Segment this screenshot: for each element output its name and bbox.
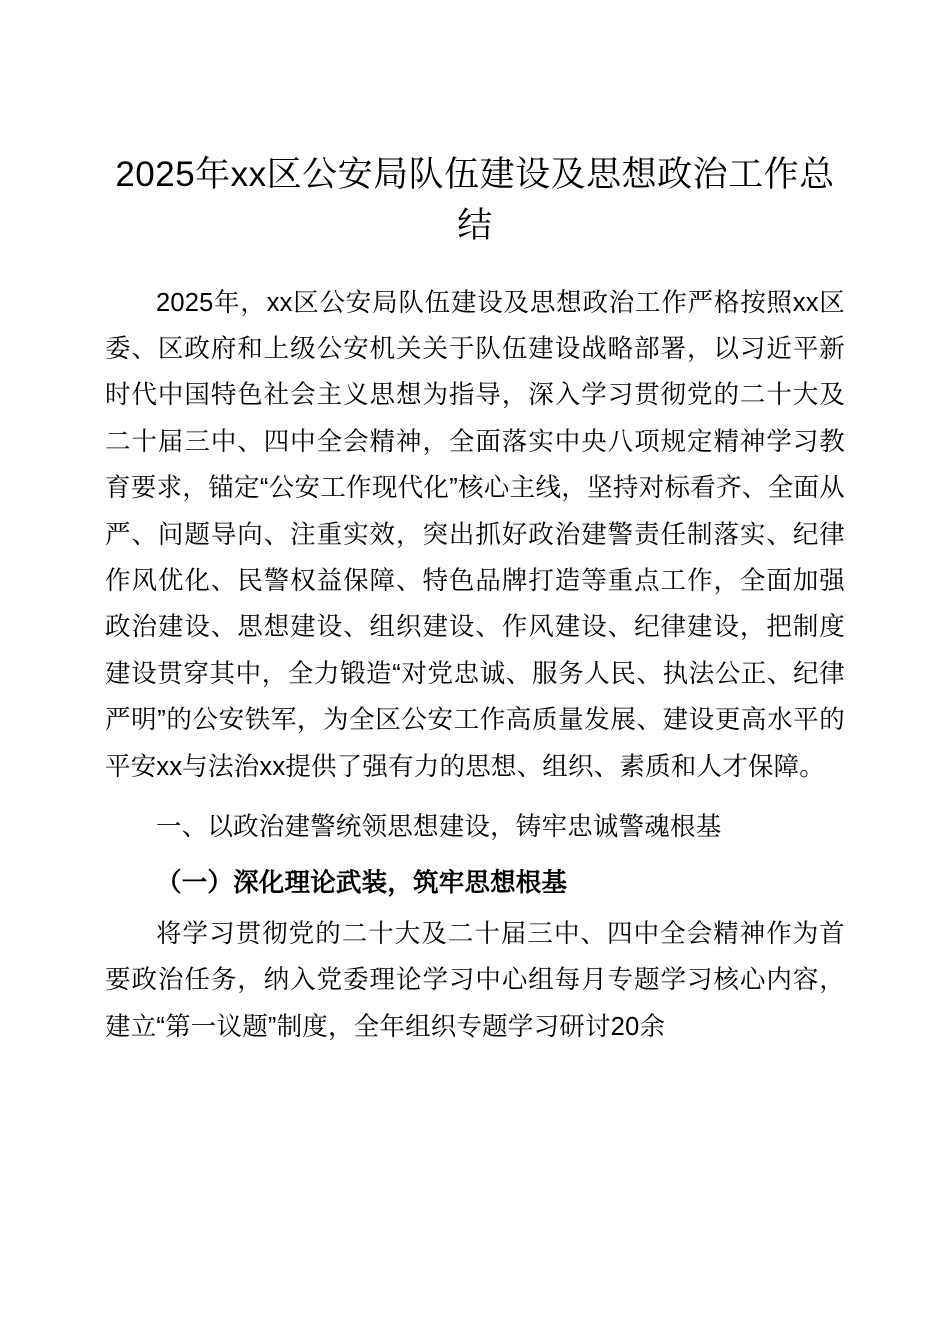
subsection-paragraph: 将学习贯彻党的二十大及二十届三中、四中全会精神作为首要政治任务，纳入党委理论学习中心组每月专题学习核心内容，建立“第一议题”制度，全年组织专题学习研讨20余 bbox=[105, 919, 845, 1041]
section-heading: 一、以政治建警统领思想建设，铸牢忠诚警魂根基 bbox=[156, 812, 722, 841]
intro-paragraph: 2025年，xx区公安局队伍建设及思想政治工作严格按照xx区委、区政府和上级公安机关关于队伍建设战略部署，以习近平新时代中国特色社会主义思想为指导，深入学习贯彻党的二十大及二十届三中、四中全会精神，全面落实中央八项规定精神学习教育要求，锚定“公安工作现代化”核心主线，坚持对标看齐、全面从严、问题导向、注重实效，突出抓好政治建警责任制落实、纪律作风优化、民警权益保障、特色品牌打造等重点工作，全面加强政治建设、思想建设、组织建设、作风建设、纪律建设，把制度建设贯穿其中，全力锻造“对党忠诚、服务人民、执法公正、纪律严明”的公安铁军，为全区公安工作高质量发展、建设更高水平的平安xx与法治xx提供了强有力的思想、组织、素质和人才保障。 bbox=[105, 288, 845, 781]
page-title: 2025年xx区公安局队伍建设及思想政治工作总结 bbox=[115, 155, 835, 245]
subsection-heading: （一）深化理论武装，筑牢思想根基 bbox=[156, 869, 568, 898]
